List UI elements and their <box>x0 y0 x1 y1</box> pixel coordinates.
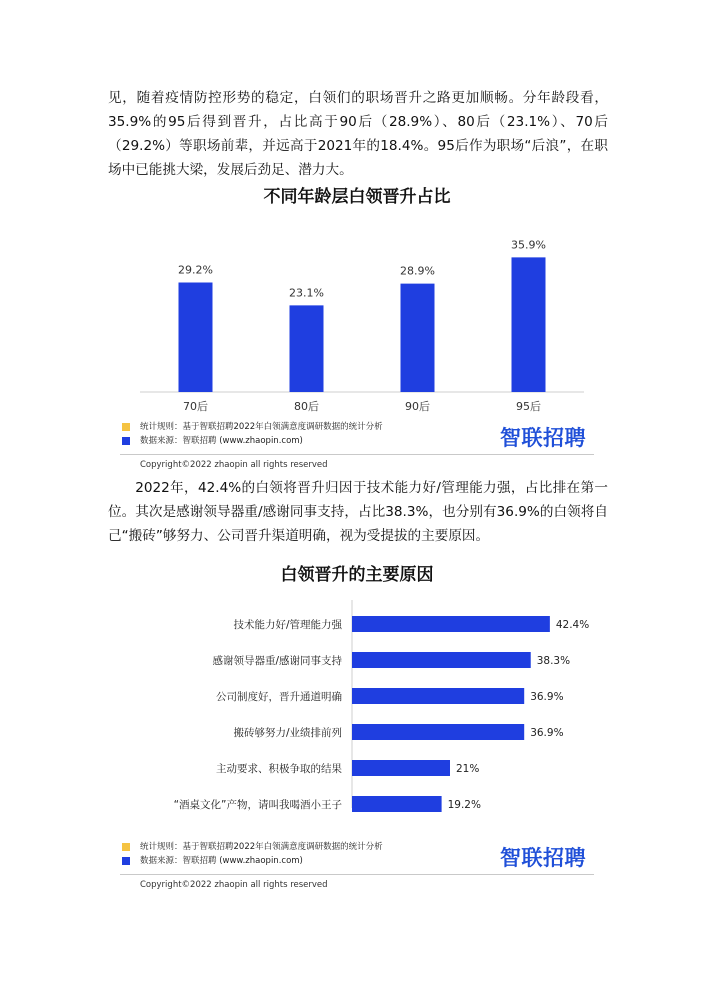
chart-title: 白领晋升的主要原因 <box>280 565 434 585</box>
x-tick-label: 80后 <box>294 400 319 413</box>
category-label: 搬砖够努力/业绩排前列 <box>233 727 342 739</box>
legend-row-source <box>122 854 383 868</box>
legend-row-rule <box>122 420 383 434</box>
legend-row-source <box>122 434 383 448</box>
category-label: 主动要求、积极争取的结果 <box>216 763 342 775</box>
bar-70后 <box>179 283 213 393</box>
bar-80后 <box>290 305 324 392</box>
category-label: “酒桌文化”产物，请叫我喝酒小王子 <box>173 799 342 811</box>
legend-swatch-yellow <box>122 843 130 851</box>
bar-value-label: 21% <box>456 763 480 775</box>
bar-value-label: 29.2% <box>178 263 213 277</box>
bar-value-label: 42.4% <box>555 619 590 631</box>
bar-reason-5 <box>352 760 450 776</box>
x-tick-label: 95后 <box>516 400 541 413</box>
chart-title: 不同年龄层白领晋升占比 <box>263 187 451 207</box>
bar-value-label: 23.1% <box>289 286 324 300</box>
footer-divider <box>120 454 594 455</box>
legend-row-rule <box>122 840 383 854</box>
x-tick-label: 90后 <box>405 400 430 413</box>
bar-value-label: 28.9% <box>400 264 435 278</box>
copyright-text: Copyright©2022 zhaopin all rights reserved <box>140 880 328 890</box>
category-label: 感谢领导器重/感谢同事支持 <box>212 655 342 667</box>
legend-swatch-blue <box>122 437 130 445</box>
bar-reason-4 <box>352 724 524 740</box>
legend-swatch-yellow <box>122 423 130 431</box>
zhaopin-logo: 智联招聘 <box>500 846 586 870</box>
bar-value-label: 38.3% <box>536 655 571 667</box>
bar-95后 <box>512 257 546 392</box>
copyright-text: Copyright©2022 zhaopin all rights reserved <box>140 460 328 470</box>
legend-rule-text: 统计规则：基于智联招聘2022年白领满意度调研数据的统计分析 <box>140 842 383 852</box>
chart-legend <box>122 840 383 868</box>
bar-value-label: 35.9% <box>511 238 546 252</box>
bar-reason-1 <box>352 616 550 632</box>
category-label: 技术能力好/管理能力强 <box>233 619 342 631</box>
second-paragraph-text: 2022年，42.4%的白领将晋升归因于技术能力好/管理能力强，占比排在第一位。其次是感谢领导器重/感谢同事支持，占比38.3%，也分别有36.9%的白领将自己“搬砖”够努力、公司晋升渠道明确，视为受提拔的主要原因。 <box>108 480 608 544</box>
legend-source-text: 数据来源：智联招聘 (www.zhaopin.com) <box>140 436 303 446</box>
legend-rule-text: 统计规则：基于智联招聘2022年白领满意度调研数据的统计分析 <box>140 422 383 432</box>
age-group-promotion-chart <box>110 176 604 470</box>
second-paragraph <box>108 476 608 548</box>
bar-reason-3 <box>352 688 524 704</box>
legend-swatch-blue <box>122 857 130 865</box>
bar-value-label: 36.9% <box>530 691 564 703</box>
zhaopin-logo: 智联招聘 <box>500 426 586 450</box>
promotion-reasons-chart <box>110 556 604 896</box>
chart-legend <box>122 420 383 448</box>
footer-divider <box>120 874 594 875</box>
x-tick-label: 70后 <box>183 400 208 413</box>
bar-reason-2 <box>352 652 531 668</box>
bar-value-label: 36.9% <box>530 727 564 739</box>
intro-paragraph-text: 见，随着疫情防控形势的稳定，白领们的职场晋升之路更加顺畅。分年龄段看，35.9%的95后得到晋升，占比高于90后（28.9%）、80后（23.1%）、70后（29.2%）等职场前辈，并远高于2021年的18.4%。95后作为职场“后浪”，在职场中已能挑大梁，发展后劲足、潜力大。 <box>108 90 608 178</box>
age-group-bar-chart-svg <box>110 176 604 458</box>
bar-value-label: 19.2% <box>447 799 481 811</box>
intro-paragraph <box>108 86 608 182</box>
bar-reason-6 <box>352 796 442 812</box>
legend-source-text: 数据来源：智联招聘 (www.zhaopin.com) <box>140 856 303 866</box>
bar-90后 <box>401 284 435 392</box>
category-label: 公司制度好，晋升通道明确 <box>216 691 342 703</box>
